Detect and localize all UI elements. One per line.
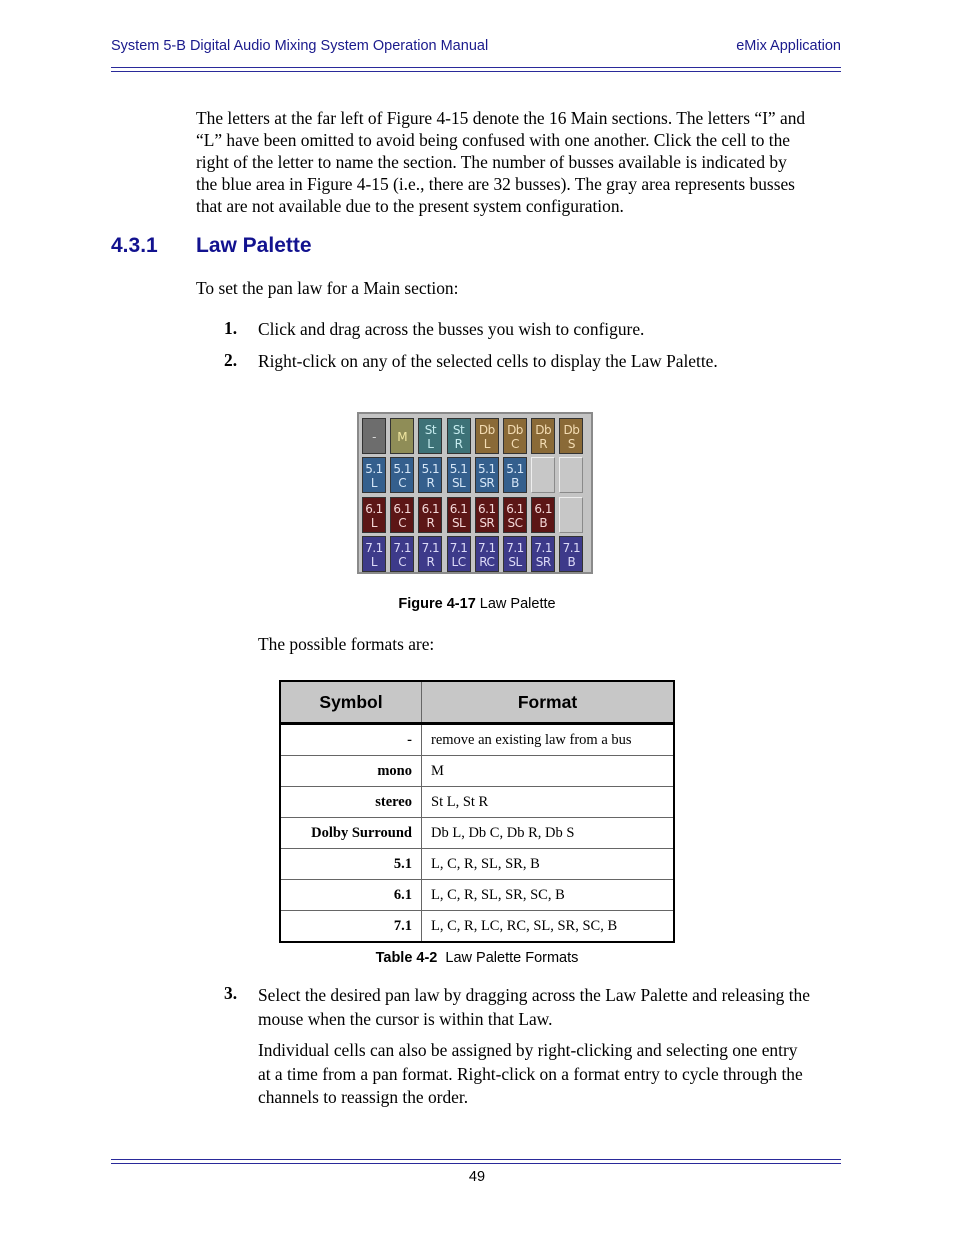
palette-cell-line2: R: [454, 437, 463, 451]
palette-cell-line2: L: [370, 476, 378, 491]
palette-cell[interactable]: [447, 497, 471, 533]
footer-rule: [111, 1159, 841, 1160]
palette-cell-line2: R: [426, 515, 435, 530]
palette-cell[interactable]: [503, 497, 527, 533]
palette-cell-line1: 7.1: [534, 540, 552, 555]
palette-cell-line1: 6.1: [478, 501, 496, 516]
symbol-column-header: Symbol: [280, 681, 422, 724]
palette-cell-line1: -: [372, 430, 376, 444]
page-number: 49: [468, 1169, 486, 1185]
format-cell: remove an existing law from a bus: [422, 724, 675, 756]
format-cell: Db L, Db C, Db R, Db S: [422, 818, 675, 849]
palette-cell[interactable]: [418, 457, 442, 493]
section-title: Law Palette: [196, 234, 312, 257]
palette-cell-line1: 7.1: [449, 540, 468, 555]
palette-cell-line2: L: [427, 437, 434, 451]
palette-cell-line1: M: [397, 430, 408, 444]
format-cell: L, C, R, LC, RC, SL, SR, SC, B: [422, 911, 675, 943]
step-text: Click and drag across the busses you wish to configure.: [258, 319, 645, 339]
palette-cell-line2: R: [426, 554, 435, 569]
palette-cell-line1: Db: [507, 423, 523, 437]
table-row: [280, 787, 674, 818]
symbol-cell: 6.1: [280, 880, 422, 911]
palette-cell[interactable]: [390, 536, 414, 572]
palette-cell-line2: C: [398, 476, 407, 491]
table-row: [280, 818, 674, 849]
intro-paragraph: [196, 107, 805, 217]
section-number: 4.3.1: [111, 234, 158, 257]
format-cell: L, C, R, SL, SR, SC, B: [422, 880, 675, 911]
palette-cell-line2: B: [539, 515, 548, 530]
palette-cell-line2: SR: [535, 554, 551, 569]
palette-cell[interactable]: [531, 418, 555, 454]
palette-cell-line1: Db: [563, 423, 580, 437]
palette-cell[interactable]: [531, 536, 555, 572]
palette-cell[interactable]: [362, 457, 386, 493]
palette-cell-line1: 6.1: [449, 501, 468, 516]
table-caption: [0, 950, 954, 966]
palette-cell-line1: 5.1: [449, 462, 468, 477]
palette-cell-line2: C: [511, 437, 519, 451]
step-number: 3.: [224, 983, 238, 1003]
intro-line: right of the letter to name the section. The number of busses available is indicated by: [196, 152, 787, 172]
law-palette-figure: [357, 412, 593, 574]
palette-cell-line1: 7.1: [365, 540, 383, 555]
intro-line: The letters at the far left of Figure 4-15 denote the 16 Main sections. The letters “I” and: [196, 108, 806, 128]
palette-empty-cell: [559, 497, 583, 533]
palette-cell-line2: L: [370, 554, 378, 569]
palette-cell-line1: 7.1: [562, 540, 581, 555]
palette-cell[interactable]: [447, 418, 471, 454]
palette-cell[interactable]: [531, 497, 555, 533]
palette-cell-line2: SR: [479, 476, 495, 491]
formats-intro: The possible formats are:: [258, 634, 435, 654]
figure-caption: [0, 596, 954, 612]
palette-cell[interactable]: [447, 457, 471, 493]
formats-table: [279, 680, 675, 943]
palette-cell-line1: 7.1: [393, 540, 411, 555]
palette-cell-line1: Db: [478, 423, 495, 437]
table-row: [280, 880, 674, 911]
palette-cell-line2: B: [511, 476, 519, 491]
step-line: mouse when the cursor is within that Law.: [258, 1009, 553, 1029]
table-label: Table 4-2: [375, 950, 438, 966]
step-line: Select the desired pan law by dragging across the Law Palette and releasing the: [258, 985, 810, 1005]
header-rule-secondary: [111, 71, 841, 72]
palette-empty-cell: [559, 457, 583, 493]
palette-cell-line2: B: [567, 554, 576, 569]
palette-cell[interactable]: [475, 497, 499, 533]
chapter-title: eMix Application: [736, 38, 841, 54]
step-number: 1.: [224, 318, 238, 338]
palette-cell-line1: 6.1: [534, 501, 552, 516]
palette-cell-line2: R: [539, 437, 548, 451]
header-rule: [111, 67, 841, 68]
step-number: 2.: [224, 350, 238, 370]
symbol-cell: stereo: [280, 787, 422, 818]
palette-cell[interactable]: [390, 418, 414, 454]
palette-cell-line2: SL: [451, 515, 466, 530]
palette-cell-line1: 5.1: [365, 462, 383, 477]
intro-line: that are not available due to the present system configuration.: [196, 196, 624, 216]
palette-cell[interactable]: [559, 536, 583, 572]
format-cell: St L, St R: [422, 787, 675, 818]
palette-cell-line2: S: [567, 437, 575, 451]
palette-cell-line2: L: [370, 515, 378, 530]
closing-line: at a time from a pan format. Right-click on a format entry to cycle through the: [258, 1063, 803, 1084]
table-row: [280, 849, 674, 880]
manual-title: System 5-B Digital Audio Mixing System Operation Manual: [111, 38, 489, 54]
palette-cell-line1: 7.1: [478, 540, 496, 555]
palette-cell-line1: 7.1: [421, 540, 440, 555]
palette-cell[interactable]: [475, 457, 499, 493]
palette-cell-line2: C: [398, 515, 407, 530]
palette-cell-line2: SL: [508, 554, 522, 569]
symbol-cell: 7.1: [280, 911, 422, 943]
palette-cell-line2: SL: [451, 476, 466, 491]
palette-cell-line1: 5.1: [506, 462, 524, 477]
format-cell: L, C, R, SL, SR, B: [422, 849, 675, 880]
palette-cell-line1: 5.1: [478, 462, 496, 477]
table-row: [280, 911, 674, 943]
palette-cell-line2: C: [398, 554, 407, 569]
palette-cell[interactable]: [418, 418, 442, 454]
palette-cell-line1: 7.1: [506, 540, 524, 555]
palette-cell[interactable]: [503, 418, 527, 454]
palette-cell-line1: 6.1: [365, 501, 383, 516]
palette-cell[interactable]: [503, 457, 527, 493]
closing-line: Individual cells can also be assigned by right-clicking and selecting one entry: [258, 1040, 798, 1060]
figure-caption-text: Law Palette: [475, 596, 556, 612]
table-row: [280, 724, 674, 756]
palette-cell[interactable]: [475, 536, 499, 572]
table-caption-text: Law Palette Formats: [437, 950, 579, 966]
palette-cell-line1: 6.1: [421, 501, 440, 516]
palette-cell-line2: L: [483, 437, 490, 451]
symbol-cell: Dolby Surround: [280, 818, 422, 849]
figure-label: Figure 4-17: [398, 596, 476, 612]
intro-line: “L” have been omitted to avoid being confused with one another. Click the cell to the: [196, 130, 790, 150]
palette-cell-line2: R: [426, 476, 435, 491]
palette-cell[interactable]: [447, 536, 471, 572]
palette-cell-line1: 6.1: [506, 501, 524, 516]
table-row: [280, 756, 674, 787]
closing-paragraph: [258, 1039, 803, 1110]
palette-cell-line1: Db: [535, 423, 552, 437]
palette-cell[interactable]: [418, 536, 442, 572]
intro-line: the blue area in Figure 4-15 (i.e., there are 32 busses). The gray area represents busses: [196, 174, 795, 194]
palette-cell[interactable]: [418, 497, 442, 533]
table-header-row: [280, 681, 674, 724]
format-column-header: Format: [422, 681, 675, 724]
palette-empty-cell: [531, 457, 555, 493]
footer-rule-secondary: [111, 1163, 841, 1164]
palette-cell[interactable]: [390, 497, 414, 533]
palette-cell[interactable]: [503, 536, 527, 572]
palette-cell-line2: RC: [479, 554, 495, 569]
palette-cell-line2: SR: [479, 515, 495, 530]
palette-cell-line1: 5.1: [421, 462, 440, 477]
palette-cell[interactable]: [362, 497, 386, 533]
palette-cell-line1: 6.1: [393, 501, 411, 516]
symbol-cell: -: [280, 724, 422, 756]
symbol-cell: 5.1: [280, 849, 422, 880]
palette-cell[interactable]: [475, 418, 499, 454]
lead-in-text: To set the pan law for a Main section:: [196, 278, 459, 298]
format-cell: M: [422, 756, 675, 787]
step-text: [258, 983, 810, 1031]
palette-cell[interactable]: [362, 418, 386, 454]
palette-cell-line2: SC: [507, 515, 523, 530]
palette-cell-line1: 5.1: [393, 462, 411, 477]
palette-cell[interactable]: [362, 536, 386, 572]
symbol-cell: mono: [280, 756, 422, 787]
closing-line: channels to reassign the order.: [258, 1087, 469, 1107]
palette-cell[interactable]: [559, 418, 583, 454]
step-text: Right-click on any of the selected cells to display the Law Palette.: [258, 351, 718, 371]
palette-cell-line2: LC: [451, 554, 466, 569]
palette-cell[interactable]: [390, 457, 414, 493]
palette-cell-line1: St: [452, 423, 465, 437]
palette-cell-line1: St: [424, 423, 437, 437]
